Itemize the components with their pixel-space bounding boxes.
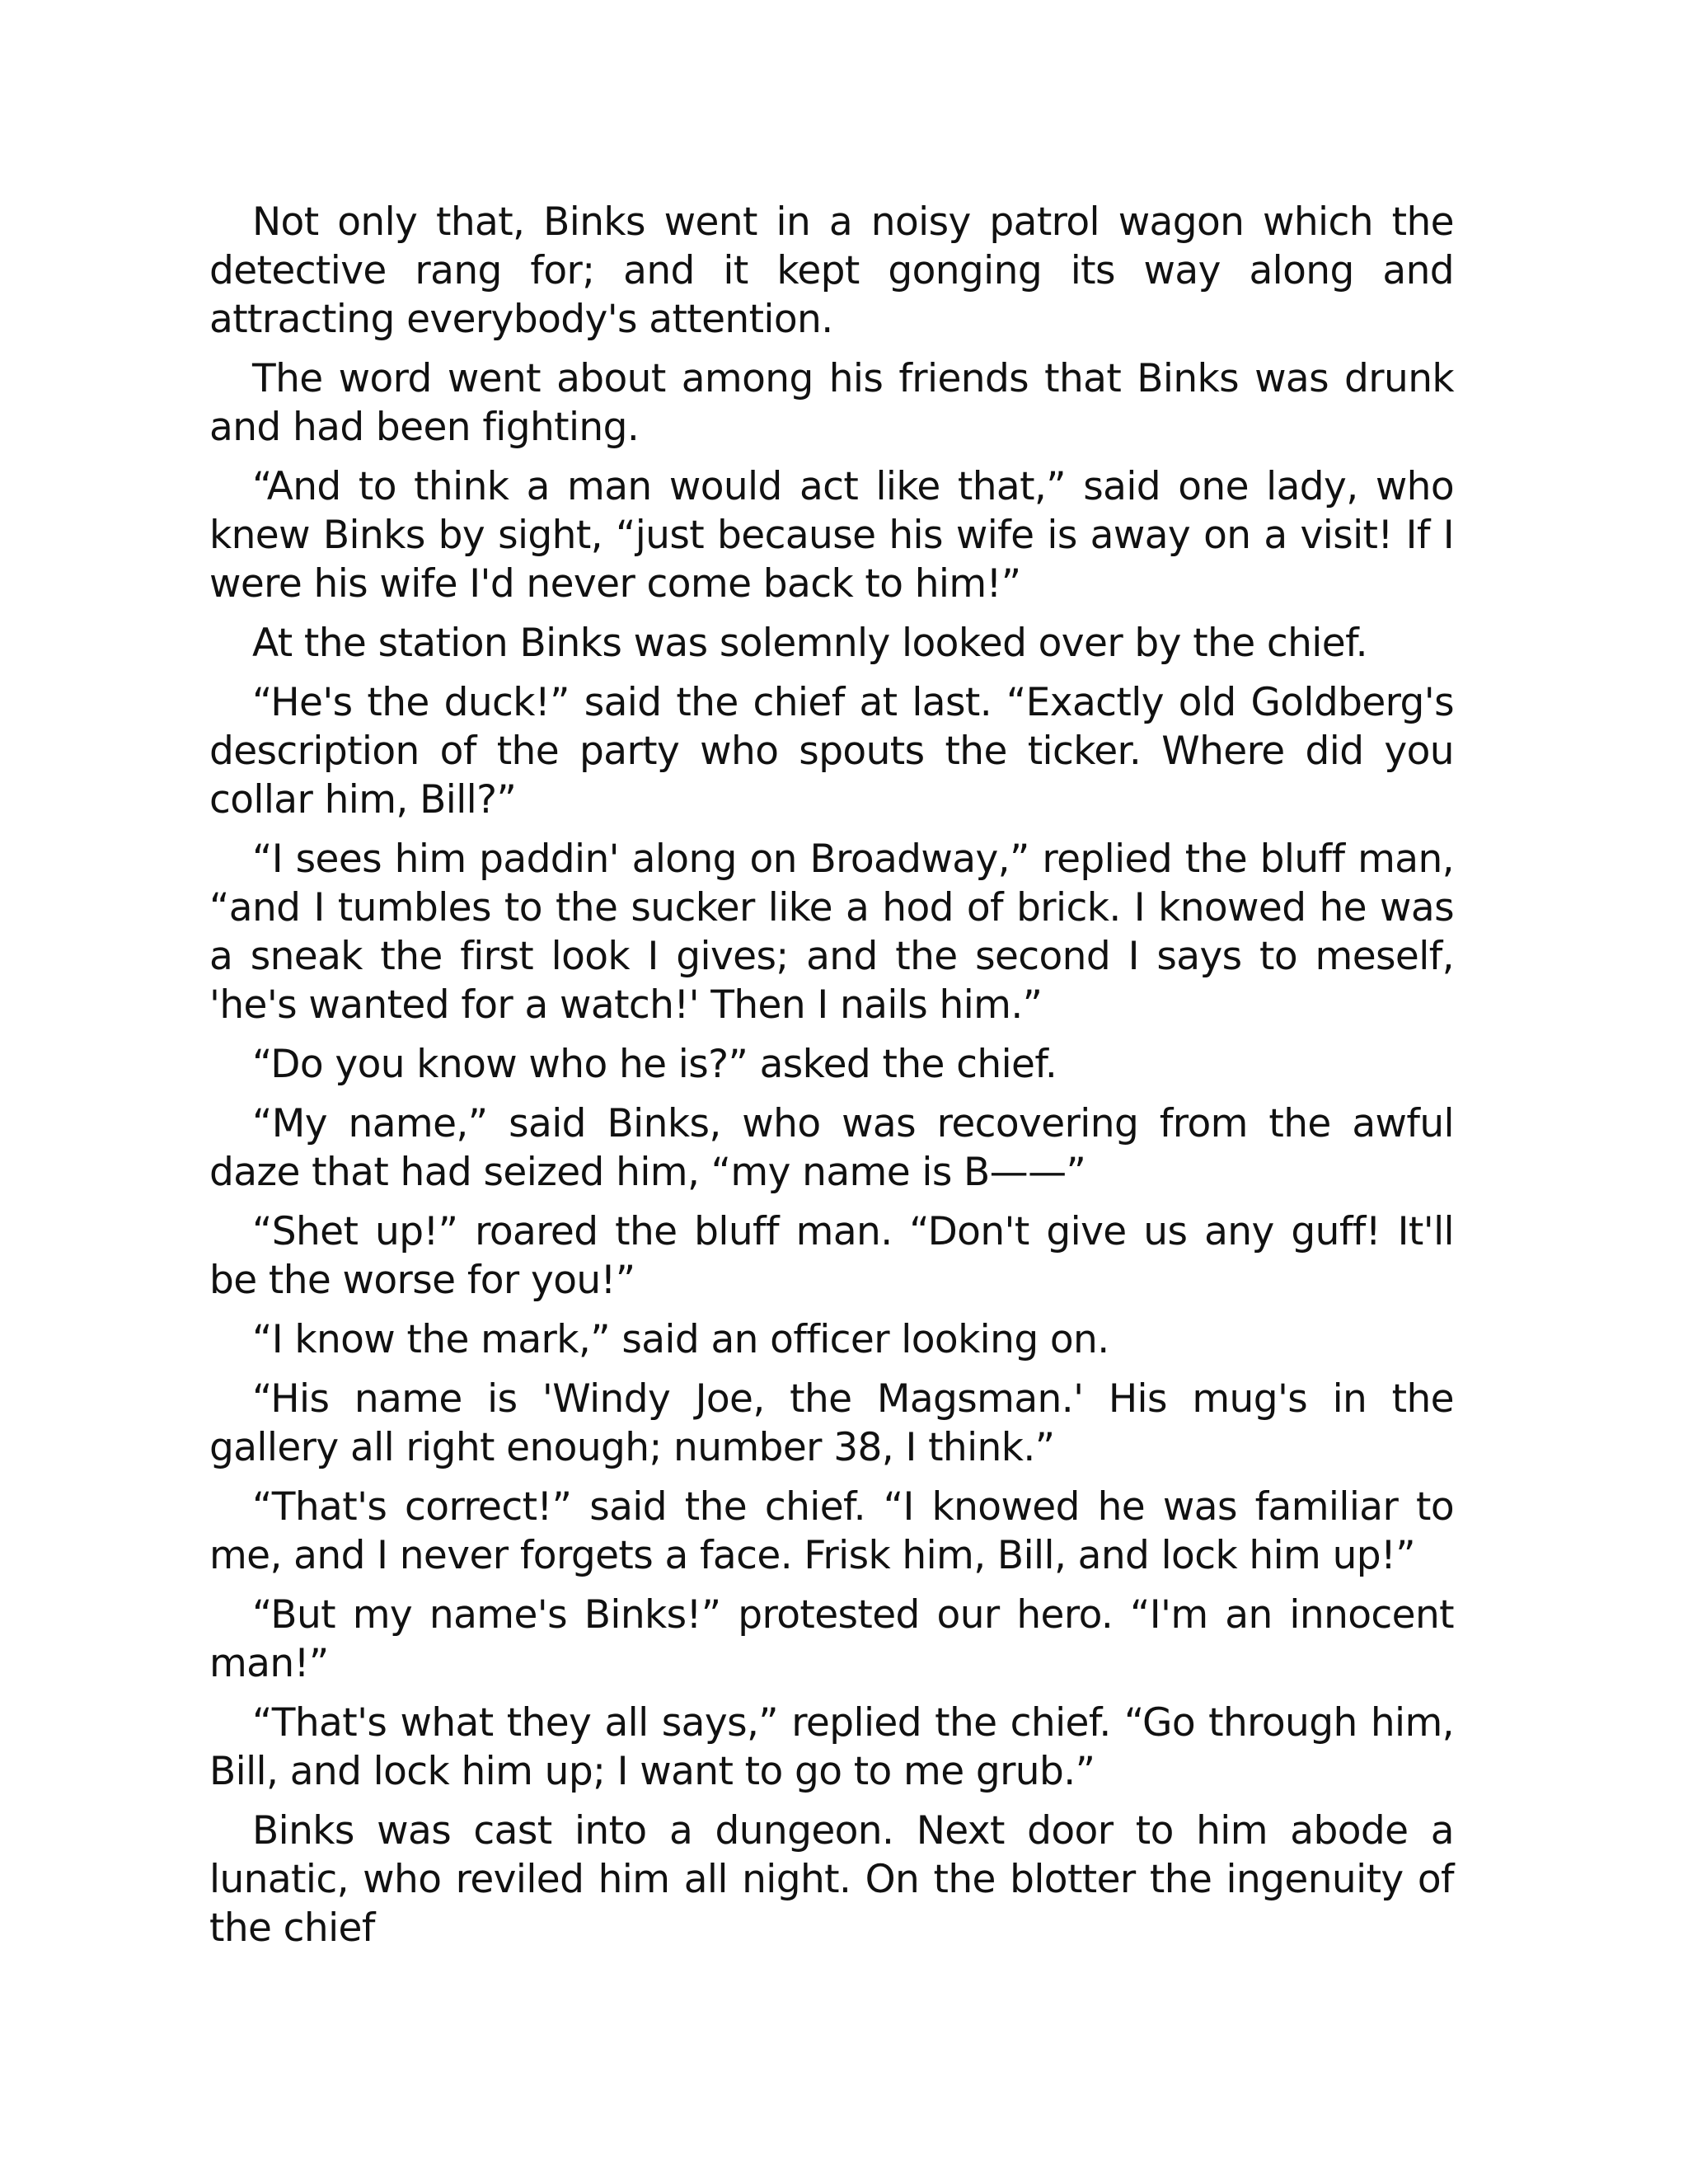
paragraph: “My name,” said Binks, who was recovering from the awful daze that had seized him, “my name is B——” — [209, 1101, 1454, 1195]
paragraph: “His name is 'Windy Joe, the Magsman.' His mug's in the gallery all right enough; number 38, I think.” — [209, 1376, 1454, 1470]
paragraph: “He's the duck!” said the chief at last. “Exactly old Goldberg's description of the party who spouts the ticker. Where did you collar him, Bill?” — [209, 680, 1454, 823]
paragraph: “I sees him paddin' along on Broadway,” replied the bluff man, “and I tumbles to the sucker like a hod of brick. I knowed he was a sneak the first look I gives; and the second I says to meself, 'he's wanted for a watch!' Then I nails him.” — [209, 837, 1454, 1028]
paragraph: “And to think a man would act like that,” said one lady, who knew Binks by sight, “just because his wife is away on a visit! If I were his wife I'd never come back to him!” — [209, 464, 1454, 607]
paragraph: “That's correct!” said the chief. “I knowed he was familiar to me, and I never forgets a face. Frisk him, Bill, and lock him up!” — [209, 1484, 1454, 1578]
paragraph: Not only that, Binks went in a noisy patrol wagon which the detective rang for; and it kept gonging its way along and attracting everybody's attention. — [209, 199, 1454, 342]
paragraph: “Shet up!” roared the bluff man. “Don't give us any guff! It'll be the worse for you!” — [209, 1209, 1454, 1303]
paragraph: “I know the mark,” said an officer looking on. — [252, 1317, 1109, 1362]
paragraph: “That's what they all says,” replied the chief. “Go through him, Bill, and lock him up; I want to go to me grub.” — [209, 1700, 1454, 1794]
paragraph: “But my name's Binks!” protested our hero. “I'm an innocent man!” — [209, 1592, 1454, 1686]
paragraph: At the station Binks was solemnly looked over by the chief. — [252, 621, 1367, 666]
paragraph: “Do you know who he is?” asked the chief. — [252, 1042, 1057, 1087]
paragraph: The word went about among his friends that Binks was drunk and had been fighting. — [209, 356, 1454, 450]
paragraph: Binks was cast into a dungeon. Next door to him abode a lunatic, who reviled him all night. On the blotter the ingenuity of the chief — [209, 1808, 1454, 1951]
document-page — [209, 198, 1454, 1963]
